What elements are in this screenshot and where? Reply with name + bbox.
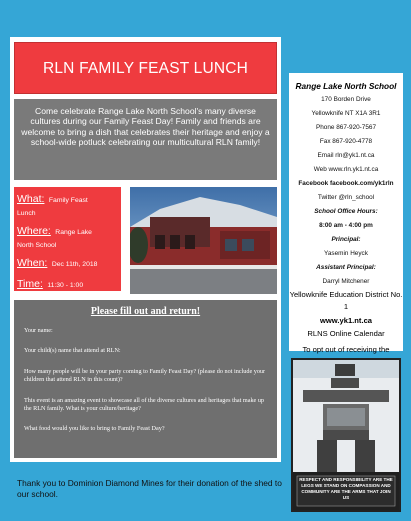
address-line-1: 170 Borden Drive bbox=[321, 96, 371, 103]
school-name: Range Lake North School bbox=[295, 81, 397, 91]
form-question-food: What food would you like to bring to Family Feast Day? bbox=[24, 425, 165, 433]
inukshuk-sign-text: RESPECT AND RESPONSIBILITY ARE THE LEGS WE STAND ON COMPASSION AND COMMUNITY ARE THE ARMS THAT JOIN US bbox=[299, 477, 393, 500]
form-question-name: Your name: bbox=[24, 327, 53, 334]
where-value: Range Lake bbox=[55, 229, 92, 236]
event-details bbox=[14, 187, 121, 291]
phone: Phone 867-920-7567 bbox=[315, 124, 377, 131]
form-title: Please fill out and return! bbox=[90, 306, 201, 317]
web-link[interactable]: Web www.rln.yk1.nt.ca bbox=[313, 166, 379, 173]
assistant-principal-name: Darryl Mitchener bbox=[322, 278, 370, 285]
return-form bbox=[14, 300, 277, 458]
email-link[interactable]: Email rln@yk1.nt.ca bbox=[317, 152, 375, 159]
twitter-link[interactable]: Twitter @rln_school bbox=[317, 194, 375, 201]
principal-name: Yasemin Heyck bbox=[324, 250, 368, 257]
facebook-link[interactable]: Facebook facebook.com/yk1rln bbox=[298, 180, 394, 187]
where-value-2: North School bbox=[17, 242, 57, 249]
time-label: Time: bbox=[17, 278, 43, 290]
form-question-children: Your child(s) name that attend at RLN: bbox=[24, 347, 121, 355]
district-link[interactable]: www.yk1.nt.ca bbox=[319, 316, 373, 325]
when-value: Dec 11th, 2018 bbox=[51, 261, 98, 268]
inukshuk-photo bbox=[291, 358, 401, 512]
principal-label: Principal: bbox=[331, 236, 361, 243]
address-line-2: Yellowknife NT X1A 3R1 bbox=[311, 110, 381, 117]
time-value: 11:30 - 1:00 bbox=[47, 282, 84, 289]
district-name: Yellowknife Education District No. 1 bbox=[289, 290, 403, 311]
hours-label: School Office Hours: bbox=[314, 208, 378, 215]
thanks-note: Thank you to Dominion Diamond Mines for their donation of the shed to our school. bbox=[17, 478, 282, 499]
flyer-panel bbox=[10, 37, 281, 462]
what-value: Family Feast bbox=[48, 197, 88, 204]
form-question-culture: This event is an amazing event to showcase all of the diverse cultures and heritages that make up the RLN family. What is your culture/heritage? bbox=[24, 396, 265, 413]
school-building-image bbox=[130, 187, 277, 294]
form-question-party: How many people will be in your party coming to Family Feast Day? (please do not include your children that attend RLN in this count)? bbox=[24, 367, 266, 384]
intro-text: Come celebrate Range Lake North School's many diverse cultures during our Family Feast Day! Family and friends are welcome to bring a dish that celebrates their heritage and enjoy a school-wide potluck celebrating our multicultural RLN family! bbox=[14, 99, 277, 180]
office-hours: 8:00 am - 4:00 pm bbox=[319, 222, 373, 229]
what-value-2: Lunch bbox=[17, 210, 36, 217]
flyer-title: RLN FAMILY FEAST LUNCH bbox=[14, 42, 277, 94]
where-label: Where: bbox=[17, 225, 51, 237]
calendar-link[interactable]: RLNS Online Calendar bbox=[307, 329, 385, 338]
school-contact-sidebar bbox=[289, 73, 403, 354]
when-label: When: bbox=[17, 257, 48, 269]
inukshuk-image bbox=[293, 360, 399, 510]
what-label: What: bbox=[17, 193, 45, 205]
opt-out-text: To opt out of receiving the bbox=[302, 345, 390, 354]
fax: Fax 867-920-4778 bbox=[319, 138, 373, 145]
assistant-principal-label: Assistant Principal: bbox=[316, 264, 376, 271]
school-photo bbox=[130, 187, 277, 294]
